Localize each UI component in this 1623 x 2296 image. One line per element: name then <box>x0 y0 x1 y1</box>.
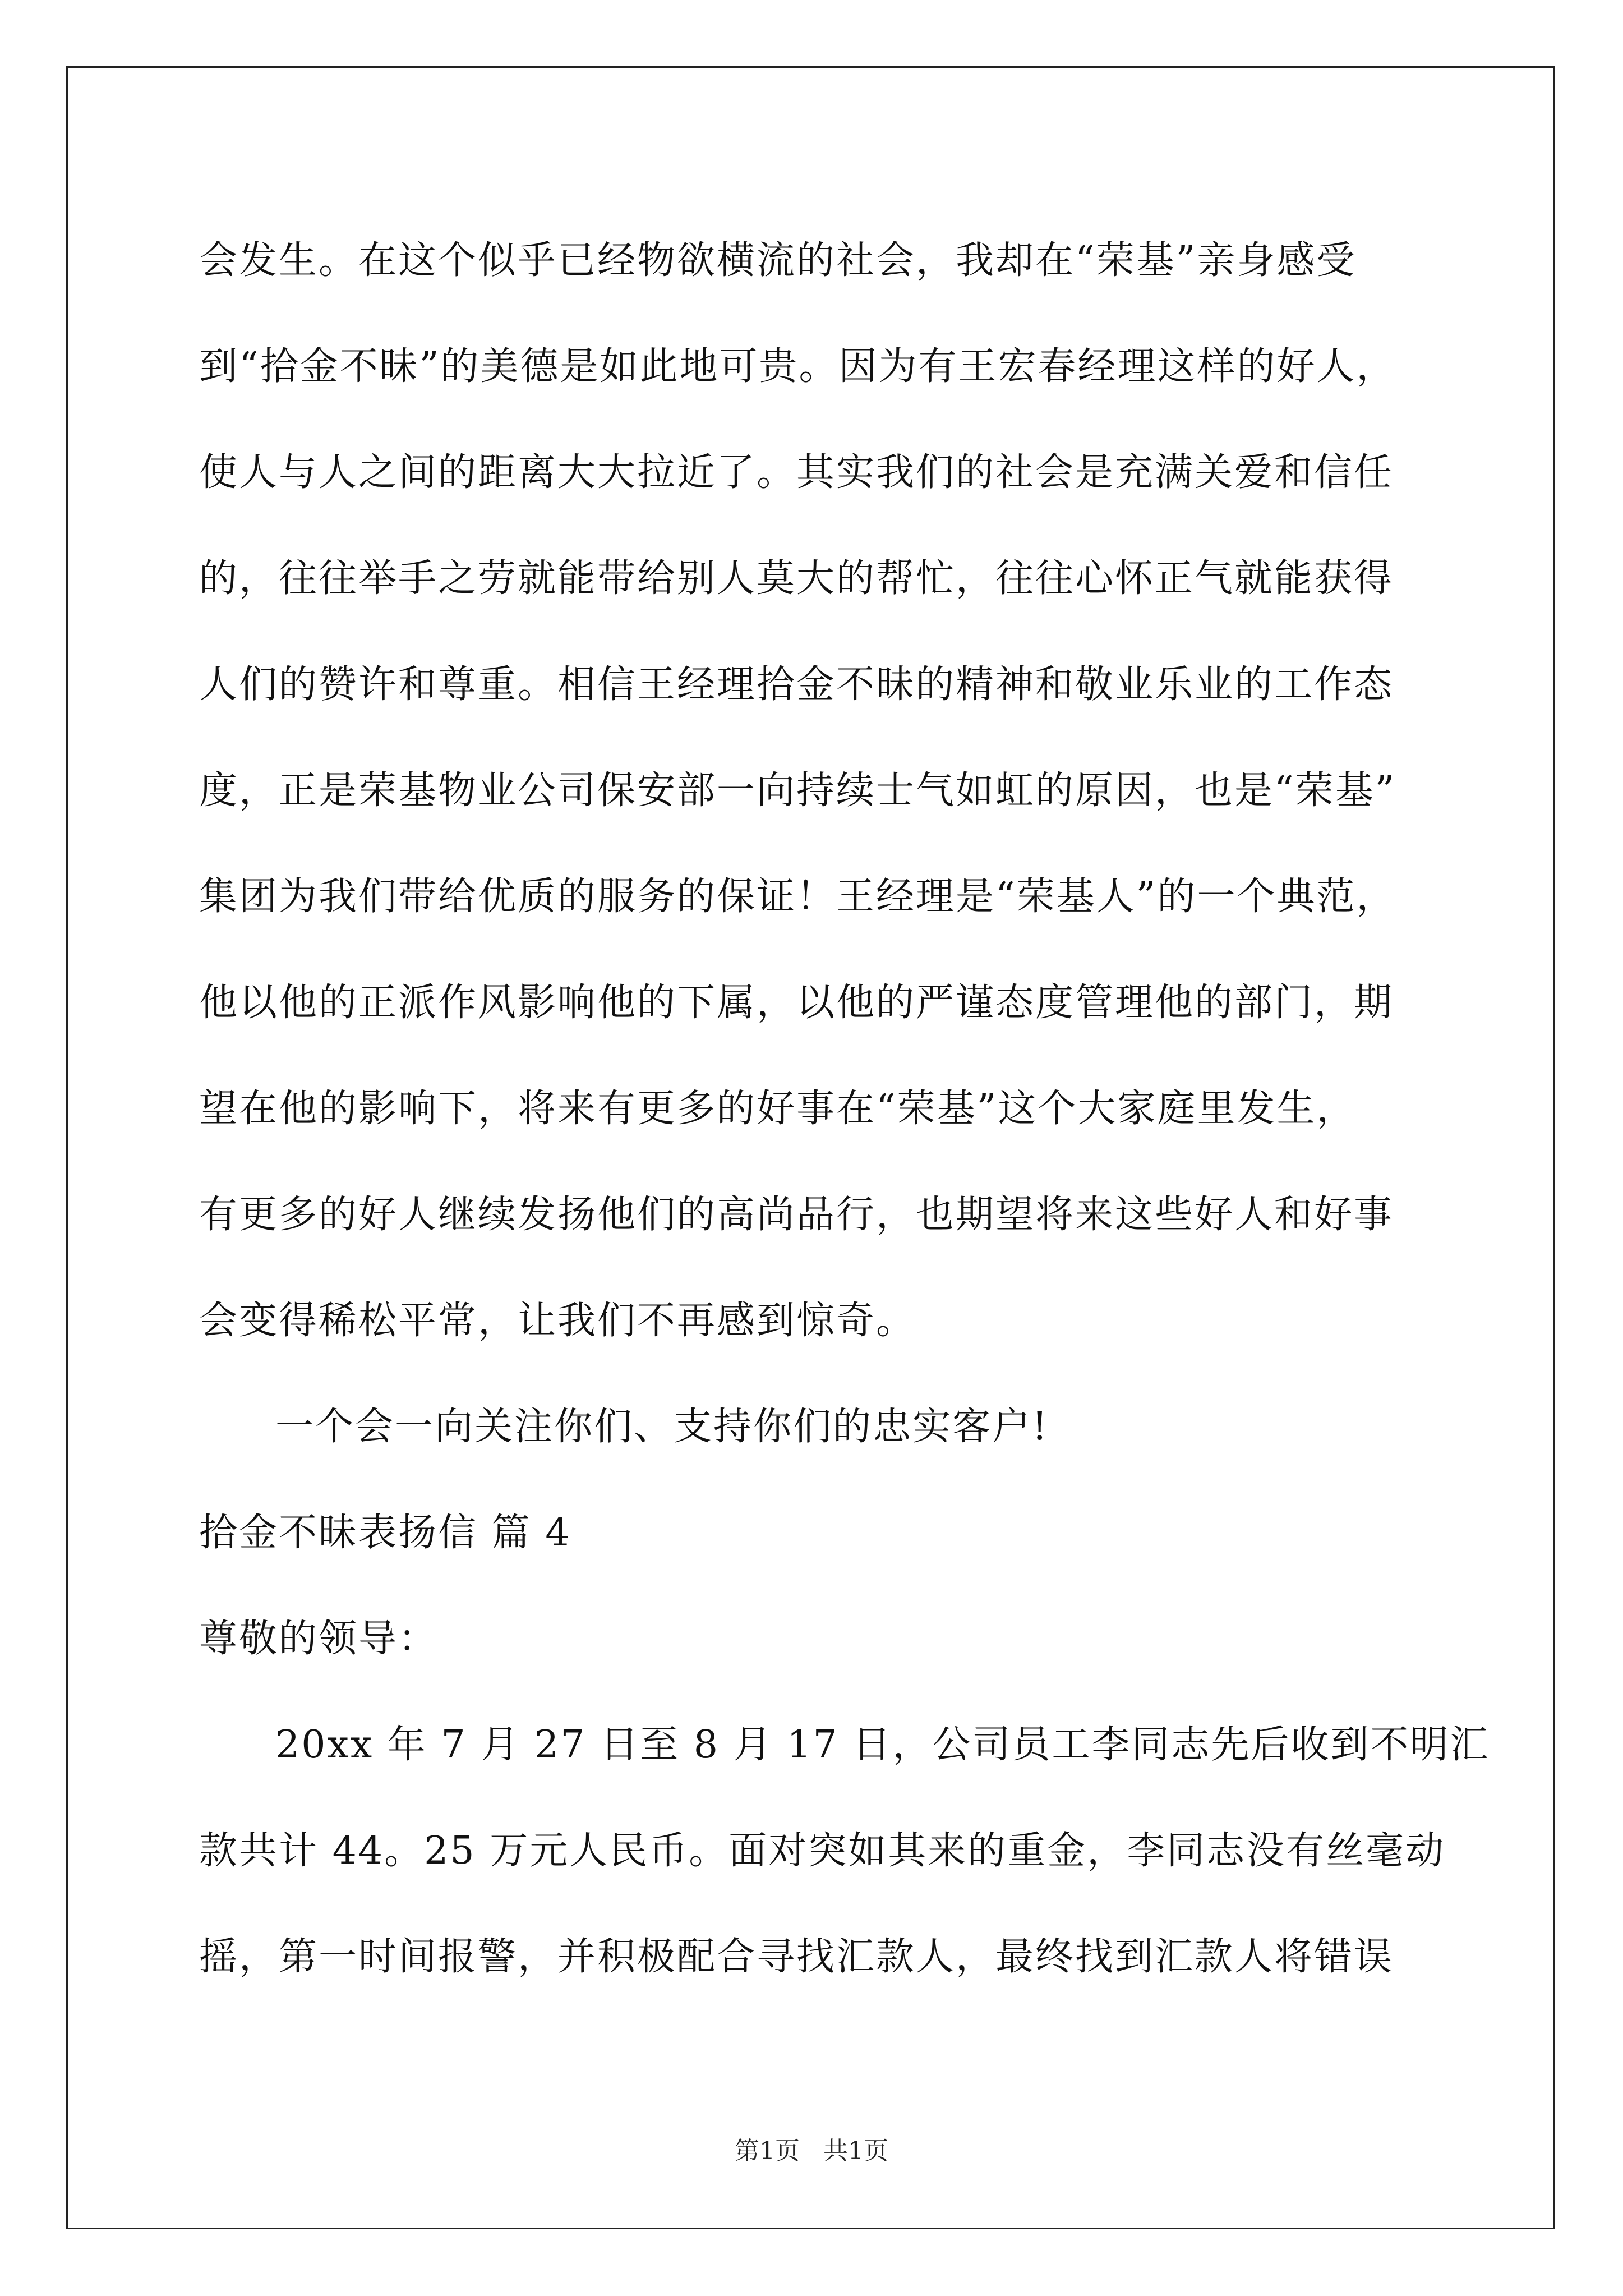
body-line: 他以他的正派作风影响他的下属，以他的严谨态度管理他的部门，期 <box>199 981 1394 1025</box>
salutation: 尊敬的领导： <box>199 1617 439 1661</box>
body-line: 集团为我们带给优质的服务的保证！王经理是“荣基人”的一个典范， <box>199 875 1396 919</box>
body-line: 到“拾金不昧”的美德是如此地可贵。因为有王宏春经理这样的好人， <box>199 344 1396 389</box>
body-line: 望在他的影响下，将来有更多的好事在“荣基”这个大家庭里发生， <box>199 1087 1357 1131</box>
body-line: 有更多的好人继续发扬他们的高尚品行，也期望将来这些好人和好事 <box>199 1193 1394 1237</box>
signoff-line: 一个会一向关注你们、支持你们的忠实客户! <box>275 1405 1049 1449</box>
body-line: 的，往往举手之劳就能带给别人莫大的帮忙，往往心怀正气就能获得 <box>199 556 1394 601</box>
page-footer <box>0 2134 1623 2168</box>
body-line: 使人与人之间的距离大大拉近了。其实我们的社会是充满关爱和信任 <box>199 450 1394 495</box>
body-line: 摇，第一时间报警，并积极配合寻找汇款人，最终找到汇款人将错误 <box>199 1935 1394 1979</box>
body-line: 会变得稀松平常，让我们不再感到惊奇。 <box>199 1299 916 1343</box>
body-line: 人们的赞许和尊重。相信王经理拾金不昧的精神和敬业乐业的工作态 <box>199 662 1394 707</box>
section-title: 拾金不昧表扬信 篇 4 <box>199 1511 571 1555</box>
body-line: 度，正是荣基物业公司保安部一向持续士气如虹的原因，也是“荣基” <box>199 769 1396 813</box>
body-line: 会发生。在这个似乎已经物欲横流的社会，我却在“荣基”亲身感受 <box>199 238 1357 283</box>
body-line: 20xx 年 7 月 27 日至 8 月 17 日，公司员工李同志先后收到不明汇 <box>275 1723 1490 1767</box>
body-line: 款共计 44。25 万元人民币。面对突如其来的重金，李同志没有丝毫动 <box>199 1829 1446 1873</box>
page-number: 第1页 共1页 <box>735 2137 888 2165</box>
document-body <box>199 208 1490 2010</box>
